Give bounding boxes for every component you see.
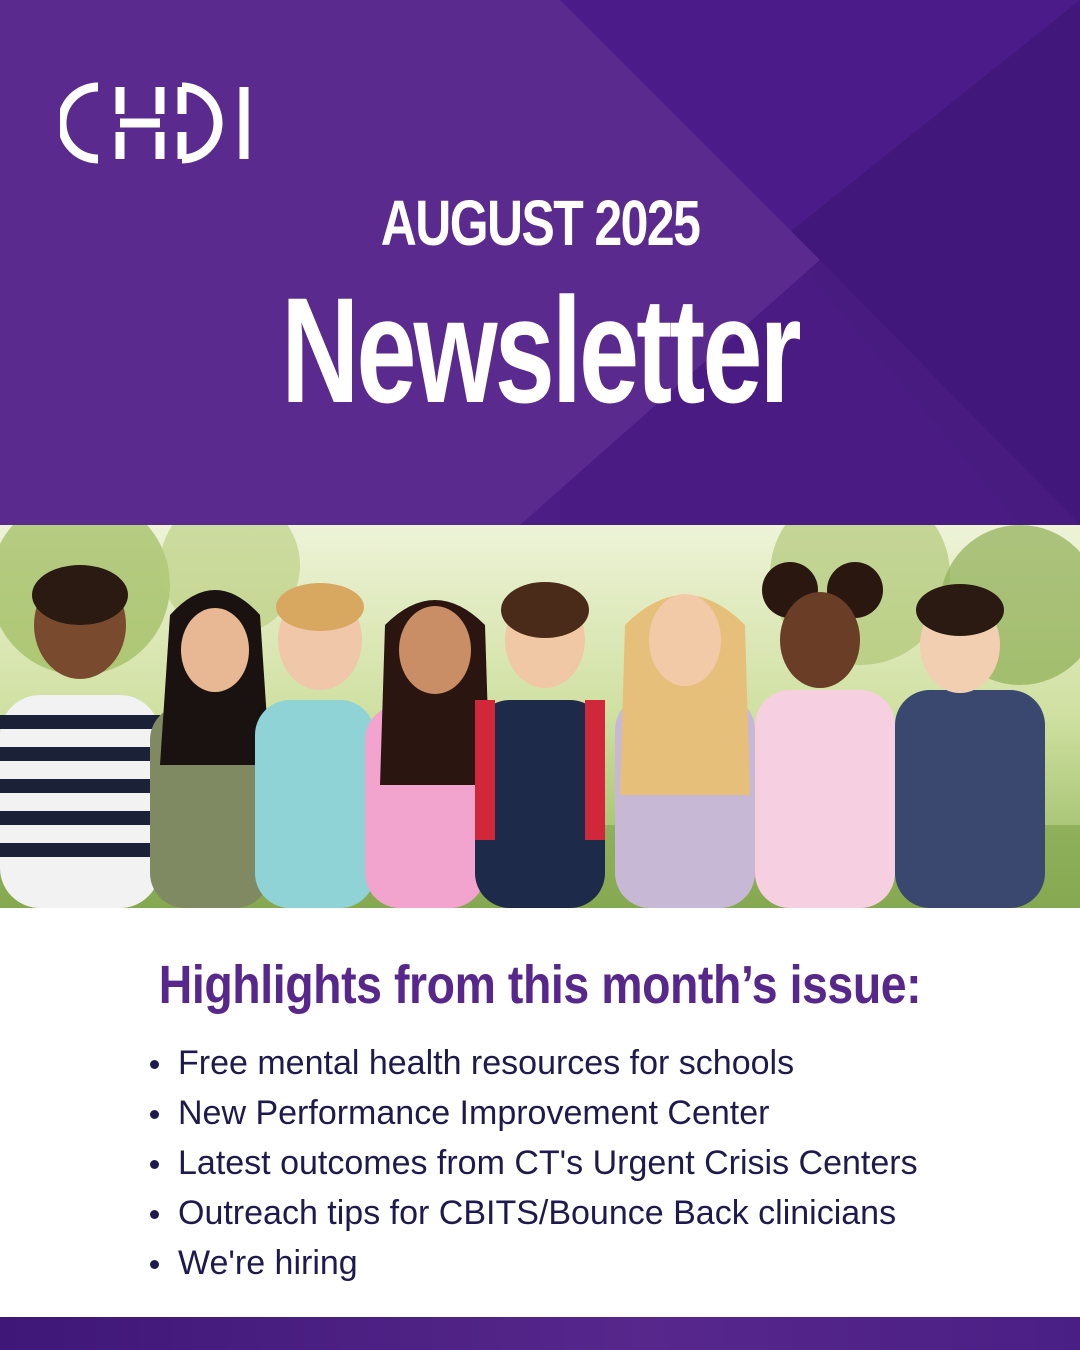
- page-title: Newsletter: [281, 266, 799, 434]
- list-item: Free mental health resources for schools: [148, 1038, 1080, 1088]
- list-item: Outreach tips for CBITS/Bounce Back clinicians: [148, 1188, 1080, 1238]
- highlights-section: [0, 950, 1080, 1288]
- children-group-photo: [0, 525, 1080, 908]
- photo-illustration: [0, 525, 1080, 908]
- footer-bar: [0, 1317, 1080, 1350]
- newsletter-header: [0, 0, 1080, 525]
- chdi-logo-icon: [60, 82, 250, 164]
- header-background-facets: [0, 0, 1080, 525]
- list-item: Latest outcomes from CT's Urgent Crisis Centers: [148, 1138, 1080, 1188]
- issue-date: AUGUST 2025: [380, 187, 700, 259]
- list-item: New Performance Improvement Center: [148, 1088, 1080, 1138]
- highlights-list: [0, 1038, 1080, 1288]
- list-item: We're hiring: [148, 1238, 1080, 1288]
- highlights-heading: Highlights from this month’s issue:: [158, 955, 922, 1015]
